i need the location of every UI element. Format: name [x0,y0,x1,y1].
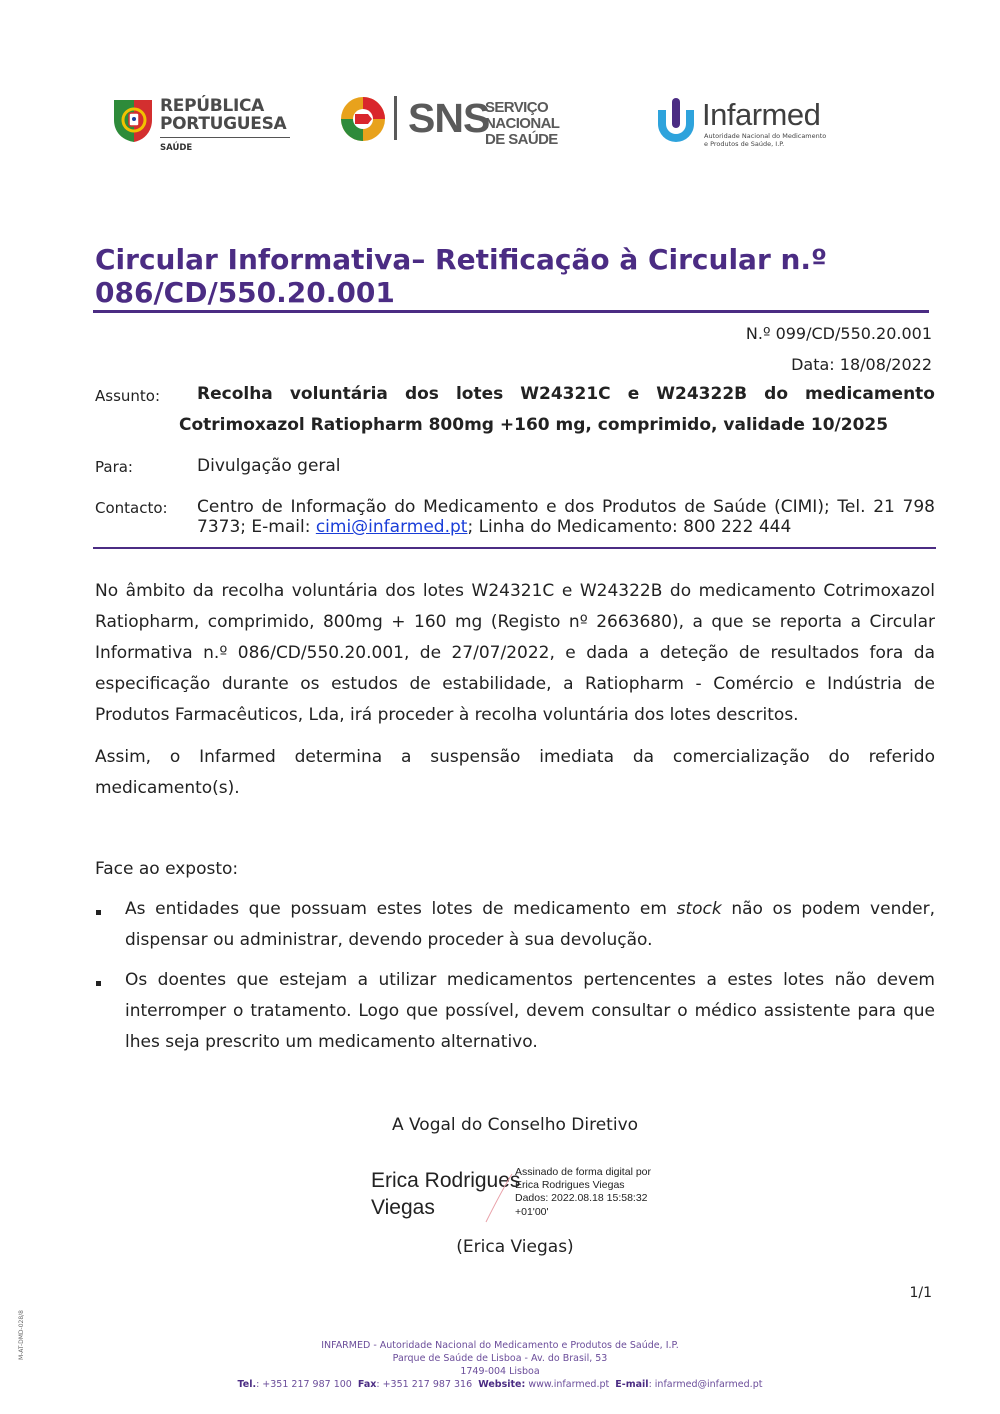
signatory-printed-name: (Erica Viegas) [456,1237,574,1257]
signature-name: Erica Rodrigues Viegas [371,1169,521,1219]
infarmed-tagline: Autoridade Nacional do Medicamento e Produtos de Saúde, I.P. [704,132,827,148]
contact-line-2: 7373; E-mail: cimi@infarmed.pt; Linha do Medicamento: 800 222 444 [197,517,792,537]
digital-signature-info: Assinado de forma digital por Erica Rodrigues Viegas Dados: 2022.08.18 15:58:32 +01'00' [515,1166,651,1218]
footer [0,1339,1000,1391]
title-divider [93,310,929,313]
form-code: M-AT-DMD-028/8 [18,1309,25,1360]
circular-number: N.º 099/CD/550.20.001 [745,324,932,343]
contact-label: Contacto: [95,499,168,517]
document-title: Circular Informativa– Retificação à Circular n.º 086/CD/550.20.001 [95,243,827,309]
coat-of-arms-icon [112,96,154,144]
subject-line-2: Cotrimoxazol Ratiopharm 800mg +160 mg, comprimido, validade 10/2025 [179,415,889,435]
sns-emblem-icon [338,94,388,144]
sns-fullname: SERVIÇO NACIONAL DE SAÚDE [485,99,560,148]
infarmed-emblem-icon [654,96,698,142]
paragraph-3: Face ao exposto: [95,859,239,879]
rp-divider [160,137,290,138]
footer-postcode: 1749-004 Lisboa [460,1366,540,1377]
contact-value [197,497,935,537]
rp-subtitle: SAÚDE [160,143,193,153]
bullet-item-2: Os doentes que estejam a utilizar medicamentos pertencentes a estes lotes não devem interromper o tratamento. Logo que possível, devem consultar o médico assistente para que lhes seja prescrito um medicamento alternativo. [125,970,935,1052]
bullet-icon [96,910,101,915]
sns-logo [338,94,610,148]
footer-org: INFARMED - Autoridade Nacional do Medicamento e Produtos de Saúde, I.P. [321,1340,679,1351]
header-divider [93,547,936,549]
subject-label: Assunto: [95,387,161,405]
sns-divider [394,96,397,140]
date-label: Data: [791,355,835,374]
subject-line-1: Recolha voluntária dos lotes W24321C e W24322B do medicamento [197,384,935,404]
page-number: 1/1 [909,1285,932,1301]
footer-contacts: Tel.: +351 217 987 100 Fax: +351 217 987 316 Website: www.infarmed.pt E-mail: infarmed@infarmed.pt [237,1379,763,1390]
rp-title: REPÚBLICA PORTUGUESA [160,96,287,134]
to-value: Divulgação geral [197,456,341,476]
footer-email: : infarmed@infarmed.pt [648,1379,763,1390]
cimi-email-link[interactable]: cimi@infarmed.pt [315,517,468,537]
bullet-icon [96,981,101,986]
paragraph-2: Assim, o Infarmed determina a suspensão imediata da comercialização do referido medicamento(s). [95,747,935,798]
footer-website-link[interactable]: www.infarmed.pt [528,1379,610,1390]
date-value: 18/08/2022 [839,355,932,374]
footer-address: Parque de Saúde de Lisboa - Av. do Brasil, 53 [392,1353,608,1364]
republica-portuguesa-logo [112,96,297,158]
infarmed-wordmark: Infarmed [702,97,821,132]
bullet-item-1: As entidades que possuam estes lotes de medicamento em stock não os podem vender, dispensar ou administrar, devendo proceder à sua devolução. [125,899,935,950]
to-label: Para: [95,458,133,476]
sns-acronym: SNS [408,95,490,141]
infarmed-logo [654,96,834,156]
signatory-role: A Vogal do Conselho Diretivo [391,1115,639,1135]
circular-date [791,355,932,374]
contact-line-1: Centro de Informação do Medicamento e dos Produtos de Saúde (CIMI); Tel. 21 798 [197,497,935,517]
paragraph-1: No âmbito da recolha voluntária dos lotes W24321C e W24322B do medicamento Cotrimoxazol Ratiopharm, comprimido, 800mg + 160 mg (Registo nº 2663680), a que se reporta a Circular Informativa n.º 086/CD/550.20.001, de 27/07/2022, e dada a deteção de resultados fora da especificação durante os estudos de estabilidade, a Ratiopharm - Comércio e Indústria de Produtos Farmacêuticos, Lda, irá proceder à recolha voluntária dos lotes descritos. [95,581,935,725]
